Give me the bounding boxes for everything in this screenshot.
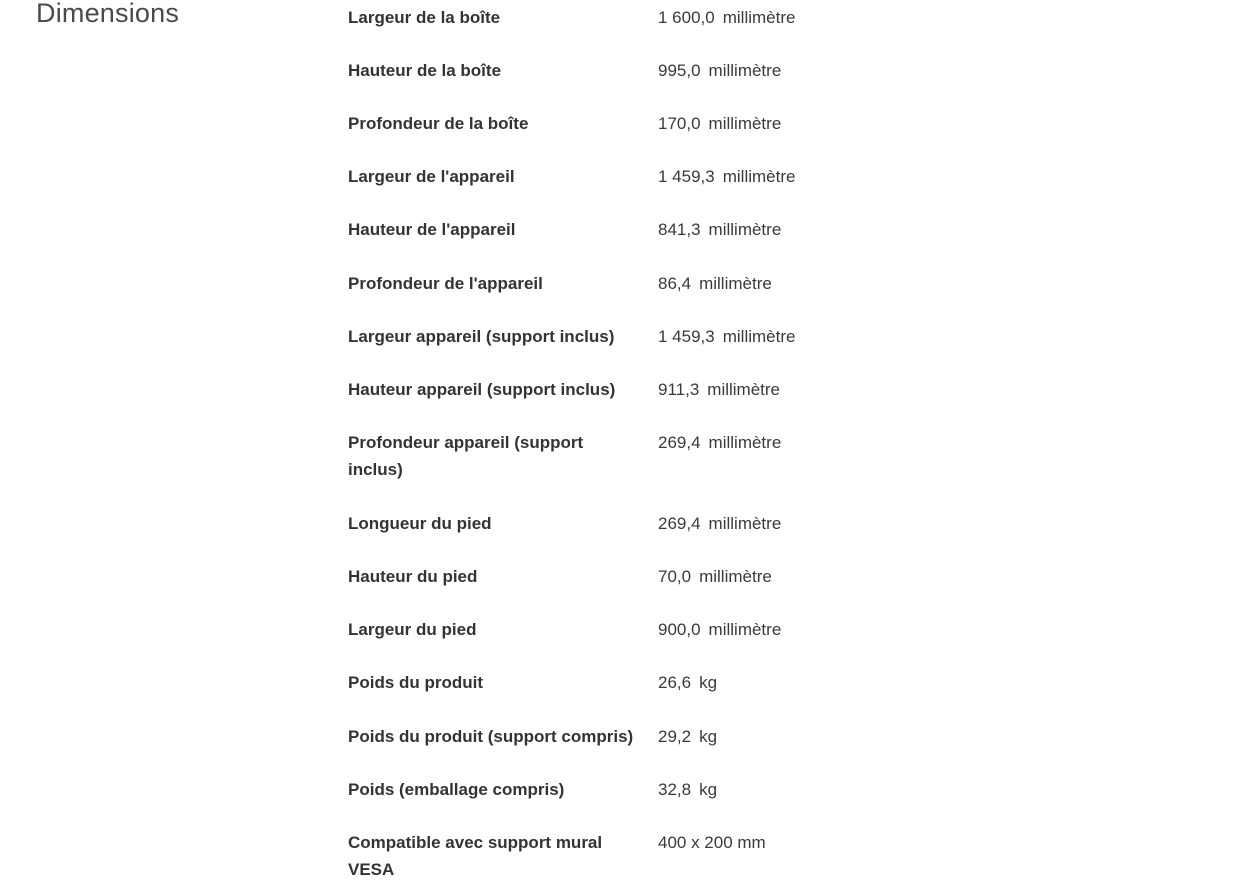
spec-value bbox=[658, 829, 774, 856]
spec-number: 841,3 bbox=[658, 220, 701, 239]
spec-unit: millimètre bbox=[722, 327, 796, 346]
spec-number: 995,0 bbox=[658, 61, 701, 80]
spec-unit: millimètre bbox=[708, 514, 782, 533]
spec-label: Hauteur de la boîte bbox=[348, 61, 502, 80]
spec-value bbox=[658, 270, 772, 297]
spec-unit: millimètre bbox=[708, 220, 782, 239]
spec-label: Largeur appareil (support inclus) bbox=[348, 327, 615, 346]
spec-unit: millimètre bbox=[699, 274, 772, 293]
spec-unit: millimètre bbox=[708, 114, 782, 133]
spec-number: 900,0 bbox=[658, 620, 701, 639]
spec-number: 86,4 bbox=[658, 274, 692, 293]
spec-value bbox=[658, 563, 772, 590]
spec-number: 911,3 bbox=[658, 380, 700, 399]
spec-value bbox=[658, 110, 781, 137]
spec-number: 1 459,3 bbox=[658, 327, 715, 346]
spec-value bbox=[658, 429, 781, 456]
spec-unit: kg bbox=[699, 727, 718, 746]
spec-label: Poids (emballage compris) bbox=[348, 780, 565, 799]
spec-label: Largeur du pied bbox=[348, 620, 477, 639]
spec-value bbox=[658, 723, 717, 750]
spec-value bbox=[658, 376, 780, 403]
spec-number: 32,8 bbox=[658, 780, 692, 799]
spec-unit: millimètre bbox=[699, 567, 772, 586]
spec-label: Profondeur de l'appareil bbox=[348, 274, 543, 293]
spec-label: Profondeur appareil (support inclus) bbox=[348, 433, 584, 479]
spec-label: Hauteur de l'appareil bbox=[348, 220, 516, 239]
spec-label: Longueur du pied bbox=[348, 514, 492, 533]
spec-number: 26,6 bbox=[658, 673, 692, 692]
spec-value bbox=[658, 669, 717, 696]
spec-unit: millimètre bbox=[707, 380, 781, 399]
spec-value bbox=[658, 510, 781, 537]
spec-value bbox=[658, 57, 781, 84]
spec-label: Hauteur du pied bbox=[348, 567, 478, 586]
spec-number: 269,4 bbox=[658, 514, 701, 533]
spec-label: Poids du produit (support compris) bbox=[348, 727, 634, 746]
spec-label: Largeur de la boîte bbox=[348, 8, 501, 27]
spec-number: 70,0 bbox=[658, 567, 692, 586]
spec-unit: millimètre bbox=[722, 8, 796, 27]
spec-number: 29,2 bbox=[658, 727, 692, 746]
spec-value bbox=[658, 616, 781, 643]
spec-label: Largeur de l'appareil bbox=[348, 167, 515, 186]
spec-unit: millimètre bbox=[722, 167, 796, 186]
spec-label: Profondeur de la boîte bbox=[348, 114, 529, 133]
spec-label: Compatible avec support mural VESA bbox=[348, 833, 603, 879]
spec-unit: millimètre bbox=[708, 620, 782, 639]
spec-label: Hauteur appareil (support inclus) bbox=[348, 380, 616, 399]
spec-unit: millimètre bbox=[708, 61, 782, 80]
spec-value bbox=[658, 776, 717, 803]
spec-value bbox=[658, 216, 781, 243]
spec-number: 269,4 bbox=[658, 433, 701, 452]
section-title: Dimensions bbox=[36, 0, 180, 28]
spec-value bbox=[658, 323, 795, 350]
spec-value bbox=[658, 4, 795, 31]
spec-label: Poids du produit bbox=[348, 673, 484, 692]
spec-unit: kg bbox=[699, 673, 718, 692]
spec-number: 170,0 bbox=[658, 114, 701, 133]
spec-unit: kg bbox=[699, 780, 718, 799]
spec-number: 1 600,0 bbox=[658, 8, 715, 27]
spec-unit: millimètre bbox=[708, 433, 782, 452]
spec-value bbox=[658, 163, 795, 190]
spec-number: 400 x 200 mm bbox=[658, 833, 766, 852]
spec-number: 1 459,3 bbox=[658, 167, 715, 186]
